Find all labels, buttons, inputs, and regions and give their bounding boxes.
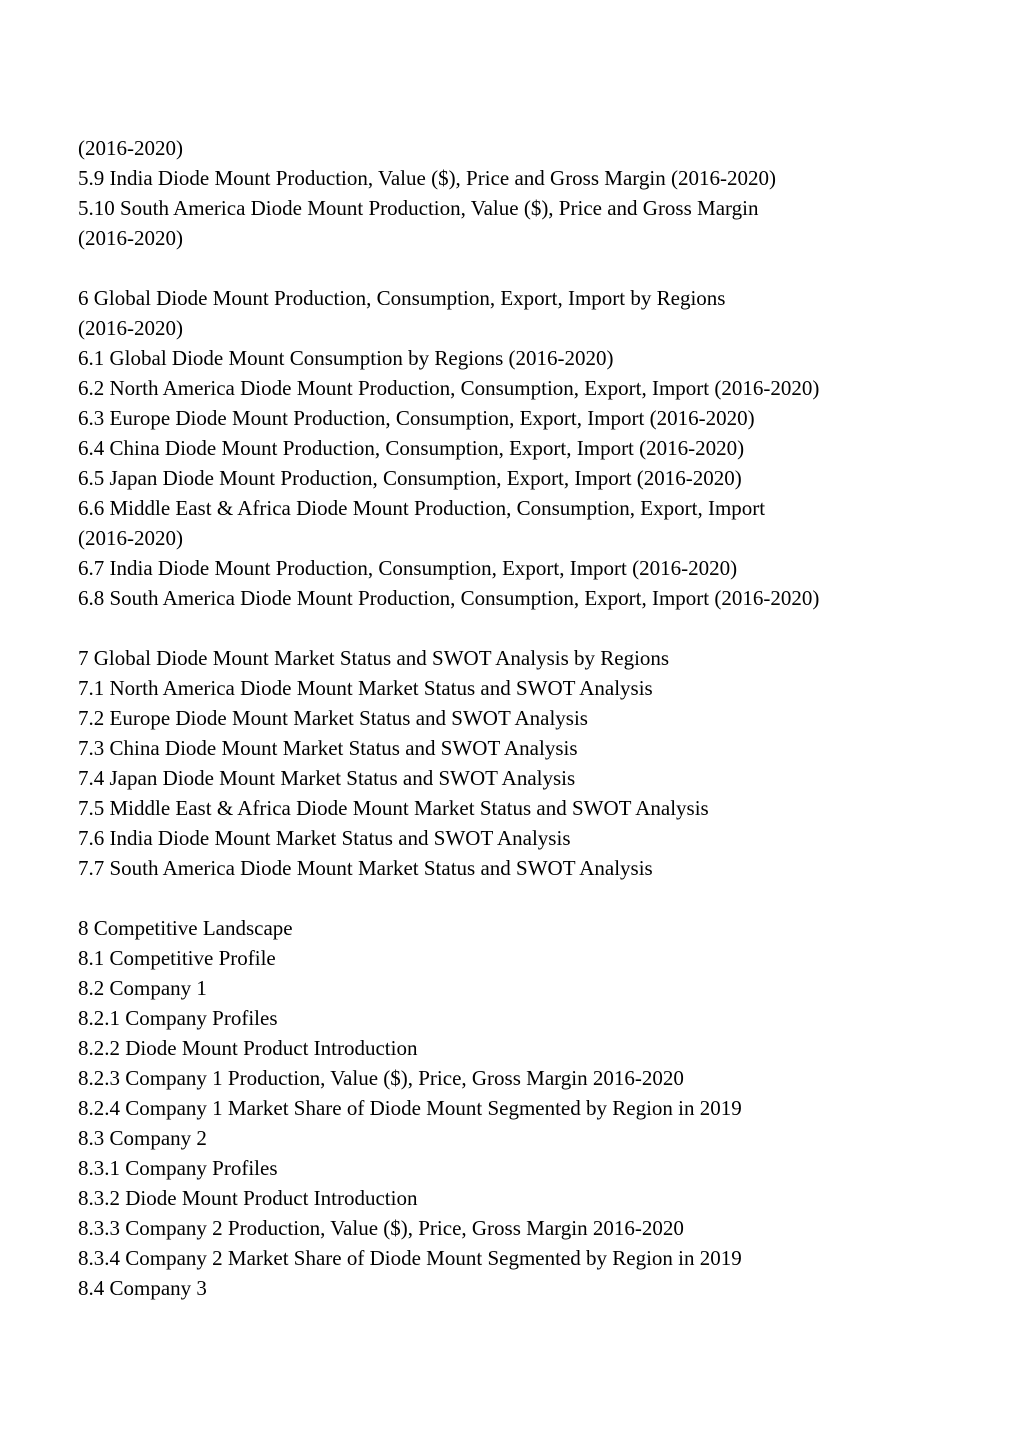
toc-line: 7.4 Japan Diode Mount Market Status and SWOT Analysis	[78, 766, 576, 790]
toc-line: 8.2.1 Company Profiles	[78, 1006, 278, 1030]
toc-line: 6.8 South America Diode Mount Production, Consumption, Export, Import (2016-2020)	[78, 586, 820, 610]
toc-line: 8.2.3 Company 1 Production, Value ($), Price, Gross Margin 2016-2020	[78, 1066, 684, 1090]
toc-line: 7.6 India Diode Mount Market Status and SWOT Analysis	[78, 826, 571, 850]
section-spacer	[78, 613, 978, 643]
toc-line: 6.2 North America Diode Mount Production, Consumption, Export, Import (2016-2020)	[78, 376, 820, 400]
toc-line: 7 Global Diode Mount Market Status and SWOT Analysis by Regions	[78, 646, 670, 670]
toc-line: 8.3.2 Diode Mount Product Introduction	[78, 1186, 418, 1210]
toc-line: 8.3.1 Company Profiles	[78, 1156, 278, 1180]
toc-line: 6.7 India Diode Mount Production, Consumption, Export, Import (2016-2020)	[78, 556, 738, 580]
toc-line: 5.10 South America Diode Mount Production, Value ($), Price and Gross Margin	[78, 196, 759, 220]
toc-line: (2016-2020)	[78, 136, 183, 160]
toc-line: 8.2.2 Diode Mount Product Introduction	[78, 1036, 418, 1060]
toc-line: 7.5 Middle East & Africa Diode Mount Market Status and SWOT Analysis	[78, 796, 709, 820]
toc-line: 7.1 North America Diode Mount Market Status and SWOT Analysis	[78, 676, 653, 700]
toc-line: 6 Global Diode Mount Production, Consumption, Export, Import by Regions	[78, 286, 726, 310]
toc-line: (2016-2020)	[78, 226, 183, 250]
toc-line: 6.6 Middle East & Africa Diode Mount Production, Consumption, Export, Import	[78, 496, 766, 520]
toc-line: 6.4 China Diode Mount Production, Consumption, Export, Import (2016-2020)	[78, 436, 745, 460]
toc-line: 6.3 Europe Diode Mount Production, Consumption, Export, Import (2016-2020)	[78, 406, 755, 430]
toc-line: 8.3 Company 2	[78, 1126, 207, 1150]
toc-line: 6.5 Japan Diode Mount Production, Consumption, Export, Import (2016-2020)	[78, 466, 742, 490]
toc-line: 8.2.4 Company 1 Market Share of Diode Mount Segmented by Region in 2019	[78, 1096, 742, 1120]
toc-line: 8.3.4 Company 2 Market Share of Diode Mount Segmented by Region in 2019	[78, 1246, 742, 1270]
toc-line: 7.3 China Diode Mount Market Status and SWOT Analysis	[78, 736, 578, 760]
toc-line: 8.1 Competitive Profile	[78, 946, 276, 970]
toc-line: 8.2 Company 1	[78, 976, 207, 1000]
section-spacer	[78, 253, 978, 283]
toc-line: (2016-2020)	[78, 526, 183, 550]
toc-line: 5.9 India Diode Mount Production, Value ($), Price and Gross Margin (2016-2020)	[78, 166, 776, 190]
table-of-contents	[78, 133, 978, 1303]
toc-line: 6.1 Global Diode Mount Consumption by Regions (2016-2020)	[78, 346, 614, 370]
toc-line: 8.3.3 Company 2 Production, Value ($), Price, Gross Margin 2016-2020	[78, 1216, 684, 1240]
toc-line: 7.2 Europe Diode Mount Market Status and SWOT Analysis	[78, 706, 588, 730]
toc-line: (2016-2020)	[78, 316, 183, 340]
toc-line: 7.7 South America Diode Mount Market Status and SWOT Analysis	[78, 856, 653, 880]
toc-line: 8.4 Company 3	[78, 1276, 207, 1300]
section-spacer	[78, 883, 978, 913]
toc-line: 8 Competitive Landscape	[78, 916, 293, 940]
